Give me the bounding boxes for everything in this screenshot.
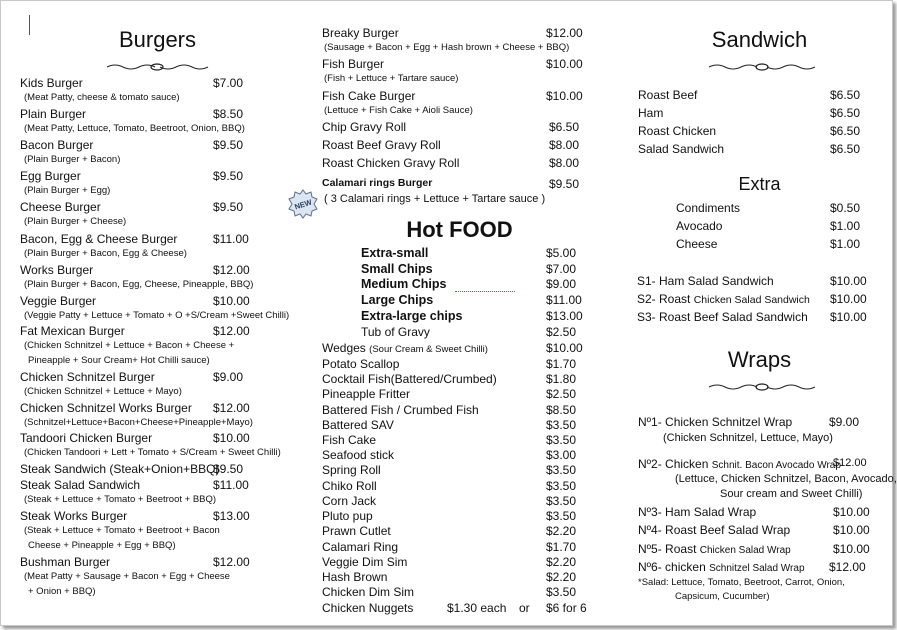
hot-item-label: Battered Fish / Crumbed Fish [322,403,479,417]
menu-item-name: Breaky Burger [322,26,399,40]
hot-item-name [322,509,373,523]
wrap-item-small: Schnit. Bacon Avocado Wrap [711,460,841,471]
hot-item-price: $3.50 [546,463,577,477]
nuggets-each-price: $1.30 each [447,601,507,615]
hot-item-name [322,418,394,432]
ornament-divider-icon [707,382,817,392]
menu-item-description: (Lettuce + Fish Cake + Aioli Sauce) [324,105,473,116]
chip-size-name: Extra-large chips [361,309,463,323]
chip-size-name: Medium Chips [361,277,447,291]
menu-item-name: Egg Burger [20,169,81,183]
ornament-divider-icon [707,62,817,72]
special-item-price: $10.00 [830,292,867,306]
hot-item-label: Battered SAV [322,418,394,432]
wrap-item-description: (Chicken Schnitzel, Lettuce, Mayo) [663,432,833,444]
menu-item-description: ( 3 Calamari rings + Lettuce + Tartare sauce ) [324,193,546,205]
hot-item-name [322,372,497,386]
wrap-item-name [638,560,805,574]
hot-item-name [322,387,410,401]
chip-size-name: Extra-small [361,246,429,260]
hot-item-label: Prawn Cutlet [322,524,391,538]
menu-item-price: $9.50 [213,200,244,214]
extra-item-name: Cheese [676,237,718,251]
menu-item-description: (Plain Burger + Cheese) [24,216,127,227]
wrap-item-small: Schnitzel Salad Wrap [709,563,805,574]
chip-size-name: Large Chips [361,293,434,307]
extra-item-price: $1.00 [830,219,861,233]
hot-item-label: Pluto pup [322,509,373,523]
hot-item-name [322,570,387,584]
menu-item-description: (Sausage + Bacon + Egg + Hash brown + Cheese + BBQ) [324,42,570,53]
menu-item-description: Cheese + Pineapple + Egg + BBQ) [28,540,176,551]
menu-item-name: Works Burger [20,263,94,277]
menu-item-price: $8.00 [549,138,580,152]
special-item-small: Chicken Salad Sandwich [693,294,810,306]
wrap-item-label: Nº3- Ham Salad Wrap [638,505,757,519]
menu-item-price: $10.00 [213,431,250,445]
wrap-item-price: $12.00 [833,457,867,469]
hot-item-name [322,403,479,417]
menu-item-description: (Plain Burger + Egg) [24,185,111,196]
menu-item-description: (Veggie Patty + Lettuce + Tomato + O +S/Cream +Sweet Chilli) [24,310,290,321]
menu-item-name: Steak Works Burger [20,509,128,523]
sandwich-item-price: $6.50 [830,88,861,102]
extra-item-price: $1.00 [830,237,861,251]
chip-size-price: $2.50 [546,325,577,339]
nuggets-six-price: $6 for 6 [546,601,587,615]
hot-item-price: $3.00 [546,448,577,462]
burgers-title: Burgers [118,27,197,52]
menu-item-name: Steak Salad Sandwich [20,478,141,492]
menu-item-price: $11.00 [213,478,249,492]
special-item-price: $10.00 [830,310,867,324]
menu-item-price: $12.00 [213,263,250,277]
hot-item-name [322,341,488,355]
menu-item-name: Calamari rings Burger [322,177,433,189]
menu-item-price: $8.00 [549,156,580,170]
hot-item-price: $1.70 [546,540,577,554]
menu-item-price: $9.50 [213,462,244,476]
extra-title: Extra [738,174,781,194]
wrap-item-name [638,523,790,537]
chip-size-price: $11.00 [546,293,582,307]
hot-item-price: $3.50 [546,433,577,447]
hot-item-price: $3.50 [546,479,577,493]
menu-item-description: (Steak + Lettuce + Tomato + Beetroot + Bacon [24,525,220,536]
hot-item-price: $3.50 [546,418,577,432]
menu-item-price: $12.00 [546,26,583,40]
menu-item-name: Veggie Burger [20,294,97,308]
menu-item-price: $12.00 [213,555,250,569]
hot-item-label: Seafood stick [322,448,395,462]
menu-item-name: Plain Burger [20,107,87,121]
hot-item-price: $1.70 [546,357,577,371]
hot-item-label: Corn Jack [322,494,377,508]
sandwich-item-price: $6.50 [830,124,861,138]
chip-size-price: $5.00 [546,246,577,260]
hot-item-name [322,357,399,371]
menu-item-description: (Meat Patty + Sausage + Bacon + Egg + Cheese [24,571,230,582]
menu-item-description: + Onion + BBQ) [28,586,96,597]
hot-item-name [322,524,391,538]
wrap-item-name [638,505,756,519]
hot-item-label: Chiko Roll [322,479,377,493]
wrap-item-name [638,542,791,556]
wrap-item-price: $10.00 [833,523,870,537]
hot-item-name [322,555,407,569]
hot-item-price: $3.50 [546,509,577,523]
extra-item-price: $0.50 [830,201,861,215]
hot-item-label: Hash Brown [322,570,388,584]
menu-item-name: Bushman Burger [20,555,111,569]
wrap-item-description: Sour cream and Sweet Chilli) [720,488,863,500]
hot-item-label: Fish Cake [322,433,377,447]
nuggets-name: Chicken Nuggets [322,601,414,615]
menu-item-name: Chicken Schnitzel Works Burger [20,401,192,415]
menu-item-name: Fat Mexican Burger [20,324,125,338]
menu-item-description: (Chicken Schnitzel + Lettuce + Mayo) [24,386,182,397]
hot-item-price: $2.20 [546,555,577,569]
wrap-footnote: Capsicum, Cucumber) [675,591,770,602]
hot-item-label: Pineapple Fritter [322,387,411,401]
special-item-name [637,274,774,288]
menu-item-description: (Plain Burger + Bacon, Egg & Cheese) [24,248,187,259]
extra-item-name: Avocado [676,219,723,233]
sandwich-title: Sandwich [711,27,808,52]
hot-item-name [322,479,377,493]
hot-item-label: Wedges [322,341,366,355]
special-item-name [637,292,810,306]
sandwich-item-name: Salad Sandwich [638,142,725,156]
wrap-item-description: (Lettuce, Chicken Schnitzel, Bacon, Avocado, [675,473,897,485]
sandwich-item-name: Roast Beef [638,88,698,102]
extra-item-name: Condiments [676,201,741,215]
wrap-item-label: Nº4- Roast Beef Salad Wrap [638,523,791,537]
menu-item-description: (Schnitzel+Lettuce+Bacon+Cheese+Pineapple+Mayo) [24,417,253,428]
menu-item-price: $13.00 [213,509,250,523]
nuggets-or: or [519,601,530,615]
menu-item-description: Pineapple + Sour Cream+ Hot Chilli sauce) [28,355,210,366]
menu-item-name: Chip Gravy Roll [322,120,407,134]
hot-item-price: $3.50 [546,494,577,508]
menu-item-price: $10.00 [546,57,583,71]
menu-item-description: (Plain Burger + Bacon, Egg, Cheese, Pineapple, BBQ) [24,279,254,290]
wrap-item-price: $9.00 [829,415,860,429]
menu-item-price: $9.50 [213,169,244,183]
hot-item-name [322,448,394,462]
menu-item-price: $10.00 [213,294,250,308]
menu-item-price: $6.50 [549,120,580,134]
chip-size-name: Small Chips [361,262,433,276]
menu-item-price: $12.00 [213,401,250,415]
menu-item-description: (Chicken Schnitzel + Lettuce + Bacon + Cheese + [24,340,235,351]
wraps-title: Wraps [727,347,792,372]
hot-item-price: $2.20 [546,524,577,538]
menu-item-price: $8.50 [213,107,244,121]
hot-item-name [322,463,381,477]
wrap-item-name [638,457,841,471]
menu-item-description: (Fish + Lettuce + Tartare sauce) [324,73,459,84]
menu-item-name: Bacon, Egg & Cheese Burger [20,232,178,246]
special-item-name [637,310,808,324]
wrap-item-label: Nº2- Chicken [638,457,709,471]
hot-item-name [322,540,398,554]
hot-item-price: $2.20 [546,570,577,584]
wrap-item-label: Nº5- Roast [638,542,697,556]
hot-item-name [322,433,376,447]
menu-item-description: (Plain Burger + Bacon) [24,154,121,165]
hot-food-title: Hot FOOD [406,217,513,242]
chip-size-price: $13.00 [546,309,583,323]
menu-item-name: Roast Chicken Gravy Roll [322,156,460,170]
menu-item-name: Fish Burger [322,57,385,71]
menu-item-price: $9.00 [213,370,244,384]
menu-item-description: (Chicken Tandoori + Lett + Tomato + S/Cream + Sweet Chilli) [24,447,281,458]
chip-size-price: $9.00 [546,277,577,291]
new-badge-icon [288,189,318,219]
menu-item-price: $9.50 [549,177,580,191]
menu-item-name: Chicken Schnitzel Burger [20,370,155,384]
hot-item-price: $10.00 [546,341,583,355]
menu-item-name: Steak Sandwich (Steak+Onion+BBQ) [20,462,220,476]
wrap-item-small: Chicken Salad Wrap [699,545,791,556]
spellcheck-underline [455,291,515,292]
hot-item-price: $3.50 [546,585,577,599]
hot-item-label: Cocktail Fish(Battered/Crumbed) [322,372,497,386]
wrap-item-name [638,415,792,429]
wrap-item-price: $10.00 [833,542,870,556]
hot-item-price: $2.50 [546,387,577,401]
hot-item-label: Calamari Ring [322,540,399,554]
special-item-label: S3- Roast Beef Salad Sandwich [637,310,808,324]
sandwich-item-name: Roast Chicken [638,124,717,138]
menu-item-name: Bacon Burger [20,138,94,152]
menu-item-name: Kids Burger [20,76,83,90]
menu-item-name: Tandoori Chicken Burger [20,431,153,445]
hot-item-note: (Sour Cream & Sweet Chilli) [369,344,488,355]
sandwich-item-price: $6.50 [830,142,861,156]
chip-size-name: Tub of Gravy [361,325,430,339]
sandwich-item-price: $6.50 [830,106,861,120]
chip-size-price: $7.00 [546,262,577,276]
ornament-divider-icon [105,62,210,72]
wrap-footnote: *Salad: Lettuce, Tomato, Beetroot, Carrot, Onion, [638,577,845,588]
menu-item-price: $10.00 [546,89,583,103]
menu-item-name: Fish Cake Burger [322,89,416,103]
hot-item-label: Spring Roll [322,463,381,477]
menu-item-price: $7.00 [213,76,244,90]
menu-item-description: (Meat Patty, cheese & tomato sauce) [24,92,180,103]
special-item-price: $10.00 [830,274,867,288]
wrap-item-price: $12.00 [829,560,866,574]
hot-item-price: $8.50 [546,403,577,417]
menu-item-name: Cheese Burger [20,200,101,214]
new-badge-text: NEW [293,197,313,212]
hot-item-label: Veggie Dim Sim [322,555,408,569]
hot-item-label: Chicken Dim Sim [322,585,415,599]
hot-item-price: $1.80 [546,372,577,386]
sandwich-item-name: Ham [638,106,664,120]
special-item-label: S2- Roast [637,292,691,306]
wrap-item-label: Nº6- chicken [638,560,706,574]
hot-item-name [322,494,376,508]
wrap-item-price: $10.00 [833,505,870,519]
menu-item-description: (Meat Patty, Lettuce, Tomato, Beetroot, Onion, BBQ) [24,123,245,134]
special-item-label: S1- Ham Salad Sandwich [637,274,774,288]
hot-item-label: Potato Scallop [322,357,400,371]
wrap-item-label: Nº1- Chicken Schnitzel Wrap [638,415,793,429]
menu-item-name: Roast Beef Gravy Roll [322,138,441,152]
hot-item-name [322,585,414,599]
menu-item-description: (Steak + Lettuce + Tomato + Beetroot + BBQ) [24,494,217,505]
menu-item-price: $11.00 [213,232,249,246]
menu-item-price: $12.00 [213,324,250,338]
menu-item-price: $9.50 [213,138,244,152]
